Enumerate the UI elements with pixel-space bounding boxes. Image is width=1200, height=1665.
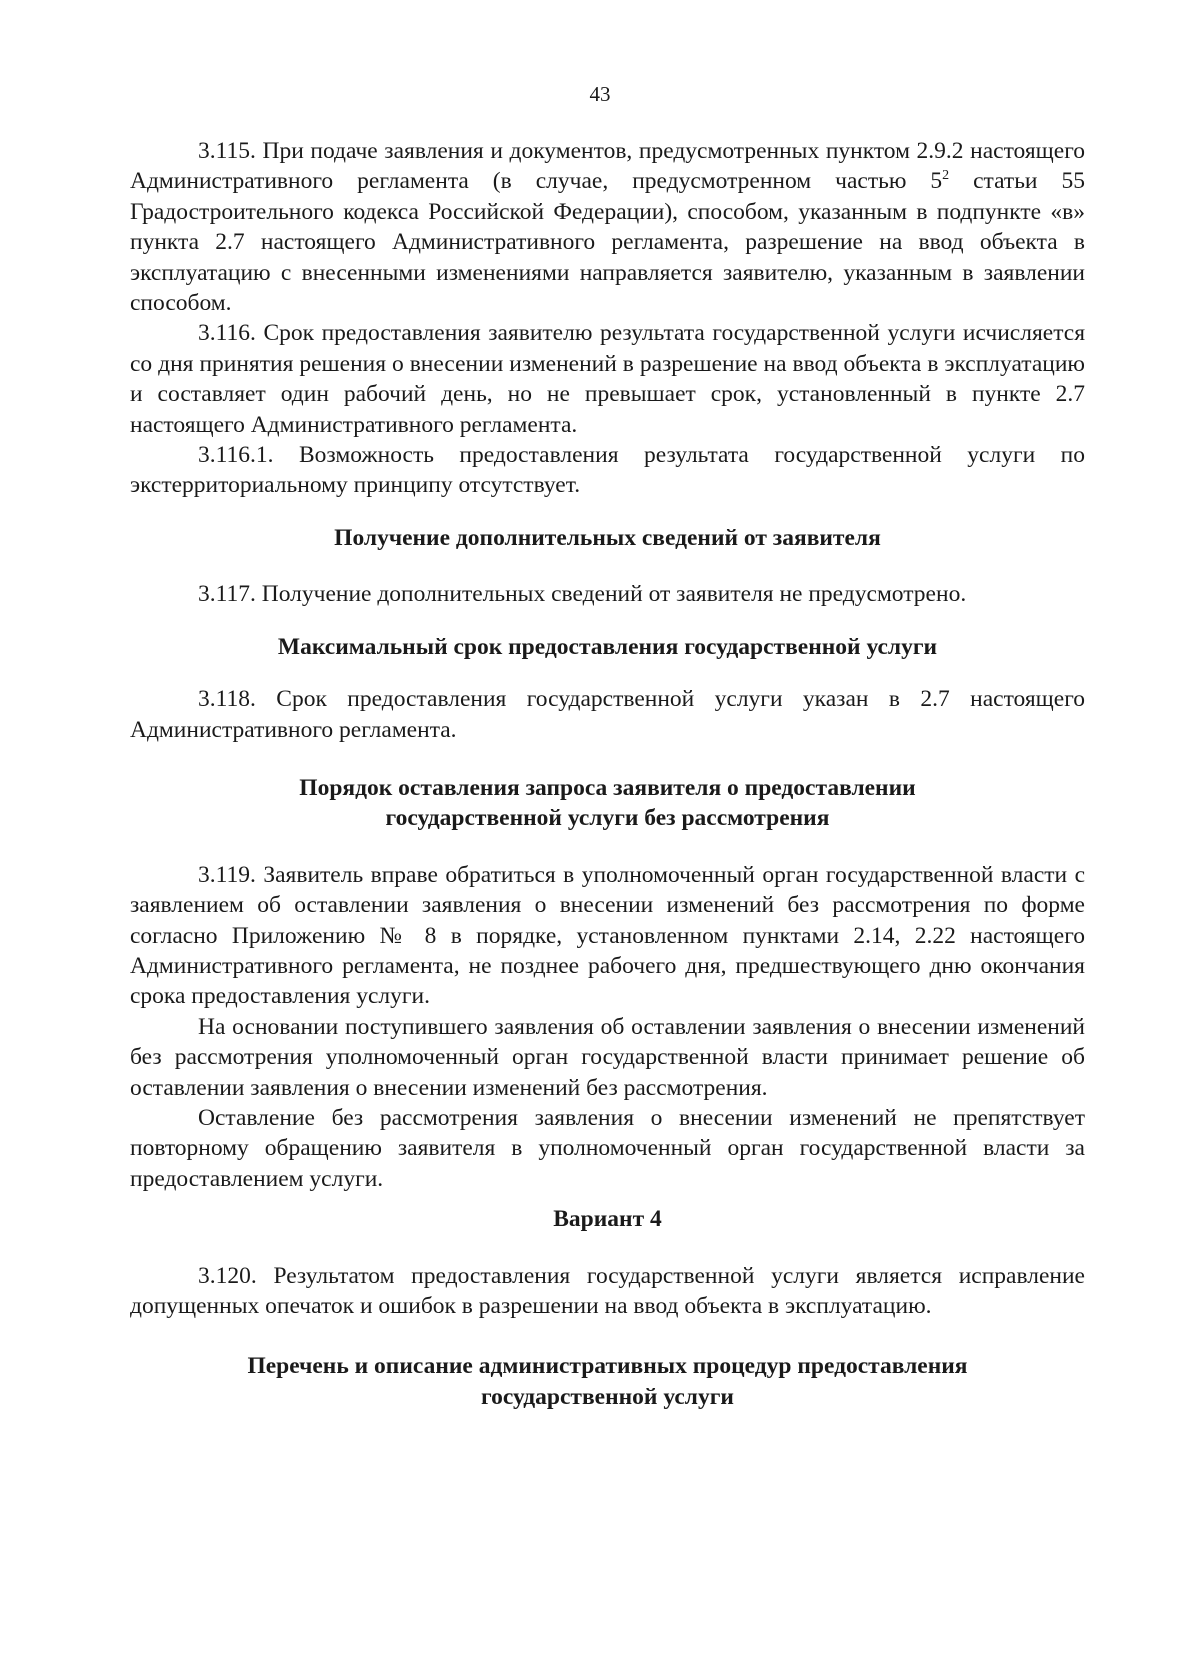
paragraph-3-115-part-b: статьи 55 Градостроительного кодекса Российской Федерации), способом, указанным в подпункте «в» пункта 2.7 настоящего Административного регламента, разрешение на ввод объекта в эксплуатацию с внесенными изменениями направляется заявителю, указанным в заявлении способом. xyxy=(130,168,1085,317)
heading-procedures-list xyxy=(130,1351,1085,1412)
heading-list-line-1: Перечень и описание административных процедур предоставления xyxy=(247,1353,968,1380)
page-number: 43 xyxy=(589,82,611,106)
document-body xyxy=(130,136,1085,1412)
paragraph-3-115-part-a: 3.115. При подаче заявления и документов, предусмотренных пунктом 2.9.2 настоящего Административного регламента (в случае, предусмотренном частью 5 xyxy=(130,138,1085,195)
heading-additional-info: Получение дополнительных сведений от заявителя xyxy=(334,524,881,551)
heading-variant-4: Вариант 4 xyxy=(553,1206,662,1233)
heading-leave-without-review xyxy=(130,773,1085,834)
paragraph-3-115 xyxy=(130,136,1085,318)
heading-leave-line-2: государственной услуги без рассмотрения xyxy=(385,805,830,832)
heading-leave-line-1: Порядок оставления запроса заявителя о предоставлении xyxy=(299,774,916,801)
paragraph-leaving: Оставление без рассмотрения заявления о внесении изменений не препятствует повторному обращению заявителя в уполномоченный орган государственной власти за предоставлением услуги. xyxy=(130,1104,1085,1192)
paragraph-3-119: 3.119. Заявитель вправе обратиться в уполномоченный орган государственной власти с заявлением об оставлении заявления о внесении изменений без рассмотрения по форме согласно Приложению № 8 в порядке, установленном пунктами 2.14, 2.22 настоящего Административного регламента, не позднее рабочего дня, предшествующего дню окончания срока предоставления услуги. xyxy=(130,861,1085,1010)
heading-max-term: Максимальный срок предоставления государственной услуги xyxy=(277,633,938,660)
paragraph-3-120: 3.120. Результатом предоставления государственной услуги является исправление допущенных опечаток и ошибок в разрешении на ввод объекта в эксплуатацию. xyxy=(130,1262,1085,1319)
paragraph-3-116: 3.116. Срок предоставления заявителю результата государственной услуги исчисляется со дня принятия решения о внесении изменений в разрешение на ввод объекта в эксплуатацию и составляет один рабочий день, но не превышает срок, установленный в пункте 2.7 настоящего Административного регламента. xyxy=(130,320,1085,438)
paragraph-3-117: 3.117. Получение дополнительных сведений от заявителя не предусмотрено. xyxy=(198,581,967,608)
superscript-2: 2 xyxy=(942,168,950,184)
heading-list-line-2: государственной услуги xyxy=(481,1383,734,1410)
paragraph-3-116-1: 3.116.1. Возможность предоставления результата государственной услуги по экстерриториальному принципу отсутствует. xyxy=(130,442,1085,499)
paragraph-basis: На основании поступившего заявления об оставлении заявления о внесении изменений без рассмотрения уполномоченный орган государственной власти принимает решение об оставлении заявления о внесении изменений без рассмотрения. xyxy=(130,1013,1085,1101)
paragraph-3-118: 3.118. Срок предоставления государственной услуги указан в 2.7 настоящего Административного регламента. xyxy=(130,686,1085,743)
